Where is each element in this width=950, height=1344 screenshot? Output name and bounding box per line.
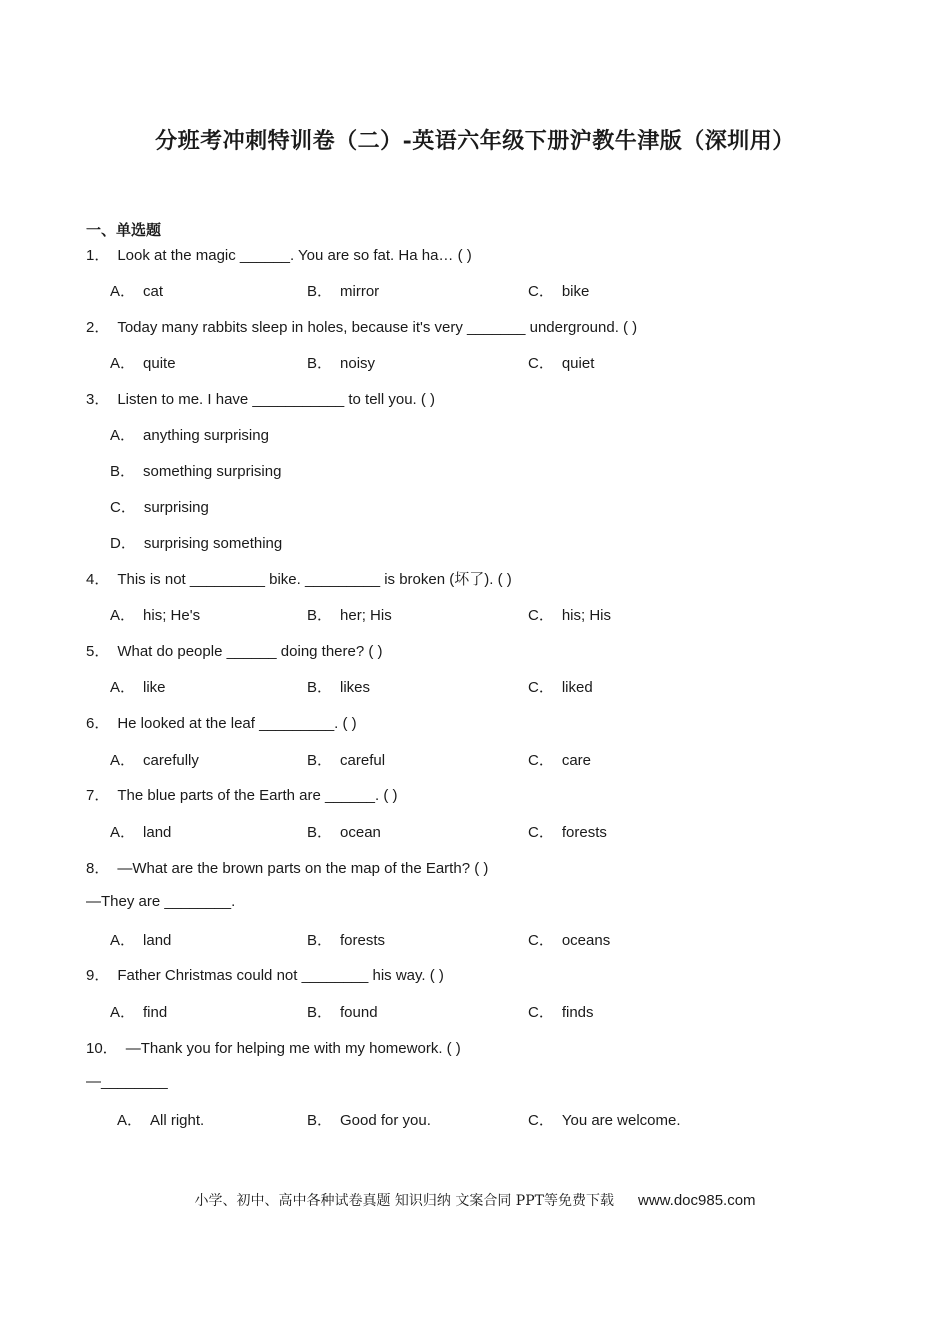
option-text: carefully (143, 752, 199, 769)
option-10b (307, 1109, 431, 1130)
question-text: What do people ______ doing there? ( ) (117, 643, 383, 660)
option-text: found (340, 1004, 378, 1021)
option-letter: C． (528, 752, 554, 769)
option-3c (110, 496, 209, 517)
option-text: her; His (340, 607, 392, 624)
option-letter: A． (110, 1004, 136, 1021)
option-10a (117, 1109, 204, 1130)
option-letter: C． (528, 607, 554, 624)
option-7a (110, 821, 171, 842)
option-letter: C． (528, 355, 554, 372)
option-letter: C． (528, 1112, 554, 1129)
option-1a (110, 280, 163, 301)
option-3b (110, 460, 281, 481)
option-text: bike (561, 283, 590, 300)
question-3 (86, 388, 435, 409)
option-letter: A． (110, 752, 136, 769)
option-letter: B． (307, 932, 333, 949)
option-letter: B． (307, 1112, 333, 1129)
option-1b (307, 280, 379, 301)
option-text: ocean (340, 824, 381, 841)
option-2b (307, 352, 375, 373)
option-5c (528, 676, 593, 697)
option-text: cat (143, 283, 164, 300)
option-8a (110, 929, 171, 950)
option-letter: C． (528, 679, 554, 696)
option-letter: B． (307, 1004, 333, 1021)
option-text: quiet (561, 355, 595, 372)
question-8 (86, 857, 488, 878)
option-10c (528, 1109, 681, 1130)
option-text: surprising (143, 499, 209, 516)
option-4b (307, 604, 392, 625)
option-3d (110, 532, 282, 553)
question-5 (86, 640, 383, 661)
option-text: careful (340, 752, 386, 769)
page-footer (0, 1190, 950, 1210)
option-letter: B． (307, 679, 333, 696)
option-6a (110, 749, 199, 770)
option-text: mirror (340, 283, 380, 300)
page-title: 分班考冲刺特训卷（二）-英语六年级下册沪教牛津版（深圳用） (155, 128, 795, 154)
option-letter: B． (307, 355, 333, 372)
footer-text: 小学、初中、高中各种试卷真题 知识归纳 文案合同 PPT等免费下载 (194, 1193, 614, 1209)
option-4c (528, 604, 611, 625)
question-number: 1． (86, 247, 110, 264)
option-text: something surprising (143, 463, 282, 480)
question-number: 3． (86, 391, 110, 408)
option-text: anything surprising (143, 427, 269, 444)
option-letter: A． (110, 607, 136, 624)
option-2c (528, 352, 594, 373)
option-text: his; His (561, 607, 612, 624)
option-letter: A． (110, 824, 136, 841)
option-letter: B． (110, 463, 136, 480)
option-letter: A． (110, 679, 136, 696)
option-text: quite (143, 355, 176, 372)
option-7c (528, 821, 607, 842)
option-text: noisy (340, 355, 376, 372)
option-text: oceans (561, 932, 611, 949)
option-5b (307, 676, 370, 697)
question-number: 5． (86, 643, 110, 660)
question-number: 8． (86, 860, 110, 877)
question-number: 9． (86, 967, 110, 984)
question-text: —Thank you for helping me with my homework. ( ) (125, 1040, 461, 1057)
question-1 (86, 244, 472, 265)
option-letter: A． (110, 355, 136, 372)
question-text: Father Christmas could not ________ his way. ( ) (117, 967, 444, 984)
question-number: 4． (86, 571, 110, 588)
option-letter: C． (528, 824, 554, 841)
option-text: forests (561, 824, 607, 841)
option-4a (110, 604, 200, 625)
option-text: finds (561, 1004, 594, 1021)
question-text: This is not _________ bike. _________ is broken (坏了). ( ) (117, 571, 512, 588)
question-text: Look at the magic ______. You are so fat. Ha ha… ( ) (117, 247, 472, 264)
option-letter: B． (307, 607, 333, 624)
option-text: liked (561, 679, 593, 696)
question-8-response: —They are ________. (86, 893, 236, 910)
option-letter: C． (528, 1004, 554, 1021)
option-text: care (561, 752, 592, 769)
option-8c (528, 929, 610, 950)
question-9 (86, 964, 444, 985)
question-text: Listen to me. I have ___________ to tell you. ( ) (117, 391, 436, 408)
question-text: Today many rabbits sleep in holes, because it's very _______ underground. ( ) (117, 319, 638, 336)
option-letter: B． (307, 824, 333, 841)
option-2a (110, 352, 176, 373)
question-6 (86, 712, 357, 733)
option-text: like (143, 679, 166, 696)
option-text: surprising something (143, 535, 283, 552)
question-4 (86, 568, 512, 589)
option-6c (528, 749, 591, 770)
option-letter: A． (117, 1112, 143, 1129)
option-8b (307, 929, 385, 950)
option-5a (110, 676, 166, 697)
question-number: 2． (86, 319, 110, 336)
option-7b (307, 821, 381, 842)
option-letter: A． (110, 427, 136, 444)
option-letter: C． (528, 932, 554, 949)
footer-site-link[interactable]: www.doc985.com (637, 1192, 756, 1209)
question-2 (86, 316, 637, 337)
question-10 (86, 1037, 461, 1058)
question-number: 7． (86, 787, 110, 804)
option-text: Good for you. (340, 1112, 431, 1129)
option-text: his; He's (143, 607, 201, 624)
option-letter: B． (307, 283, 333, 300)
option-9a (110, 1001, 167, 1022)
option-6b (307, 749, 385, 770)
option-1c (528, 280, 589, 301)
option-letter: B． (307, 752, 333, 769)
option-letter: C． (110, 499, 136, 516)
question-text: He looked at the leaf _________. ( ) (117, 715, 357, 732)
option-9c (528, 1001, 594, 1022)
question-number: 10． (86, 1040, 118, 1057)
option-text: find (143, 1004, 168, 1021)
option-text: land (143, 824, 172, 841)
question-text: —What are the brown parts on the map of the Earth? ( ) (117, 860, 489, 877)
option-letter: A． (110, 283, 136, 300)
option-text: forests (340, 932, 386, 949)
option-letter: A． (110, 932, 136, 949)
question-7 (86, 784, 398, 805)
option-text: All right. (150, 1112, 205, 1129)
option-letter: C． (528, 283, 554, 300)
option-text: You are welcome. (561, 1112, 681, 1129)
option-3a (110, 424, 269, 445)
option-text: likes (340, 679, 371, 696)
option-text: land (143, 932, 172, 949)
question-text: The blue parts of the Earth are ______. ( ) (117, 787, 398, 804)
question-number: 6． (86, 715, 110, 732)
option-9b (307, 1001, 378, 1022)
question-10-response: —________ (86, 1073, 168, 1090)
section-heading: 一、单选题 (86, 222, 162, 239)
option-letter: D． (110, 535, 136, 552)
